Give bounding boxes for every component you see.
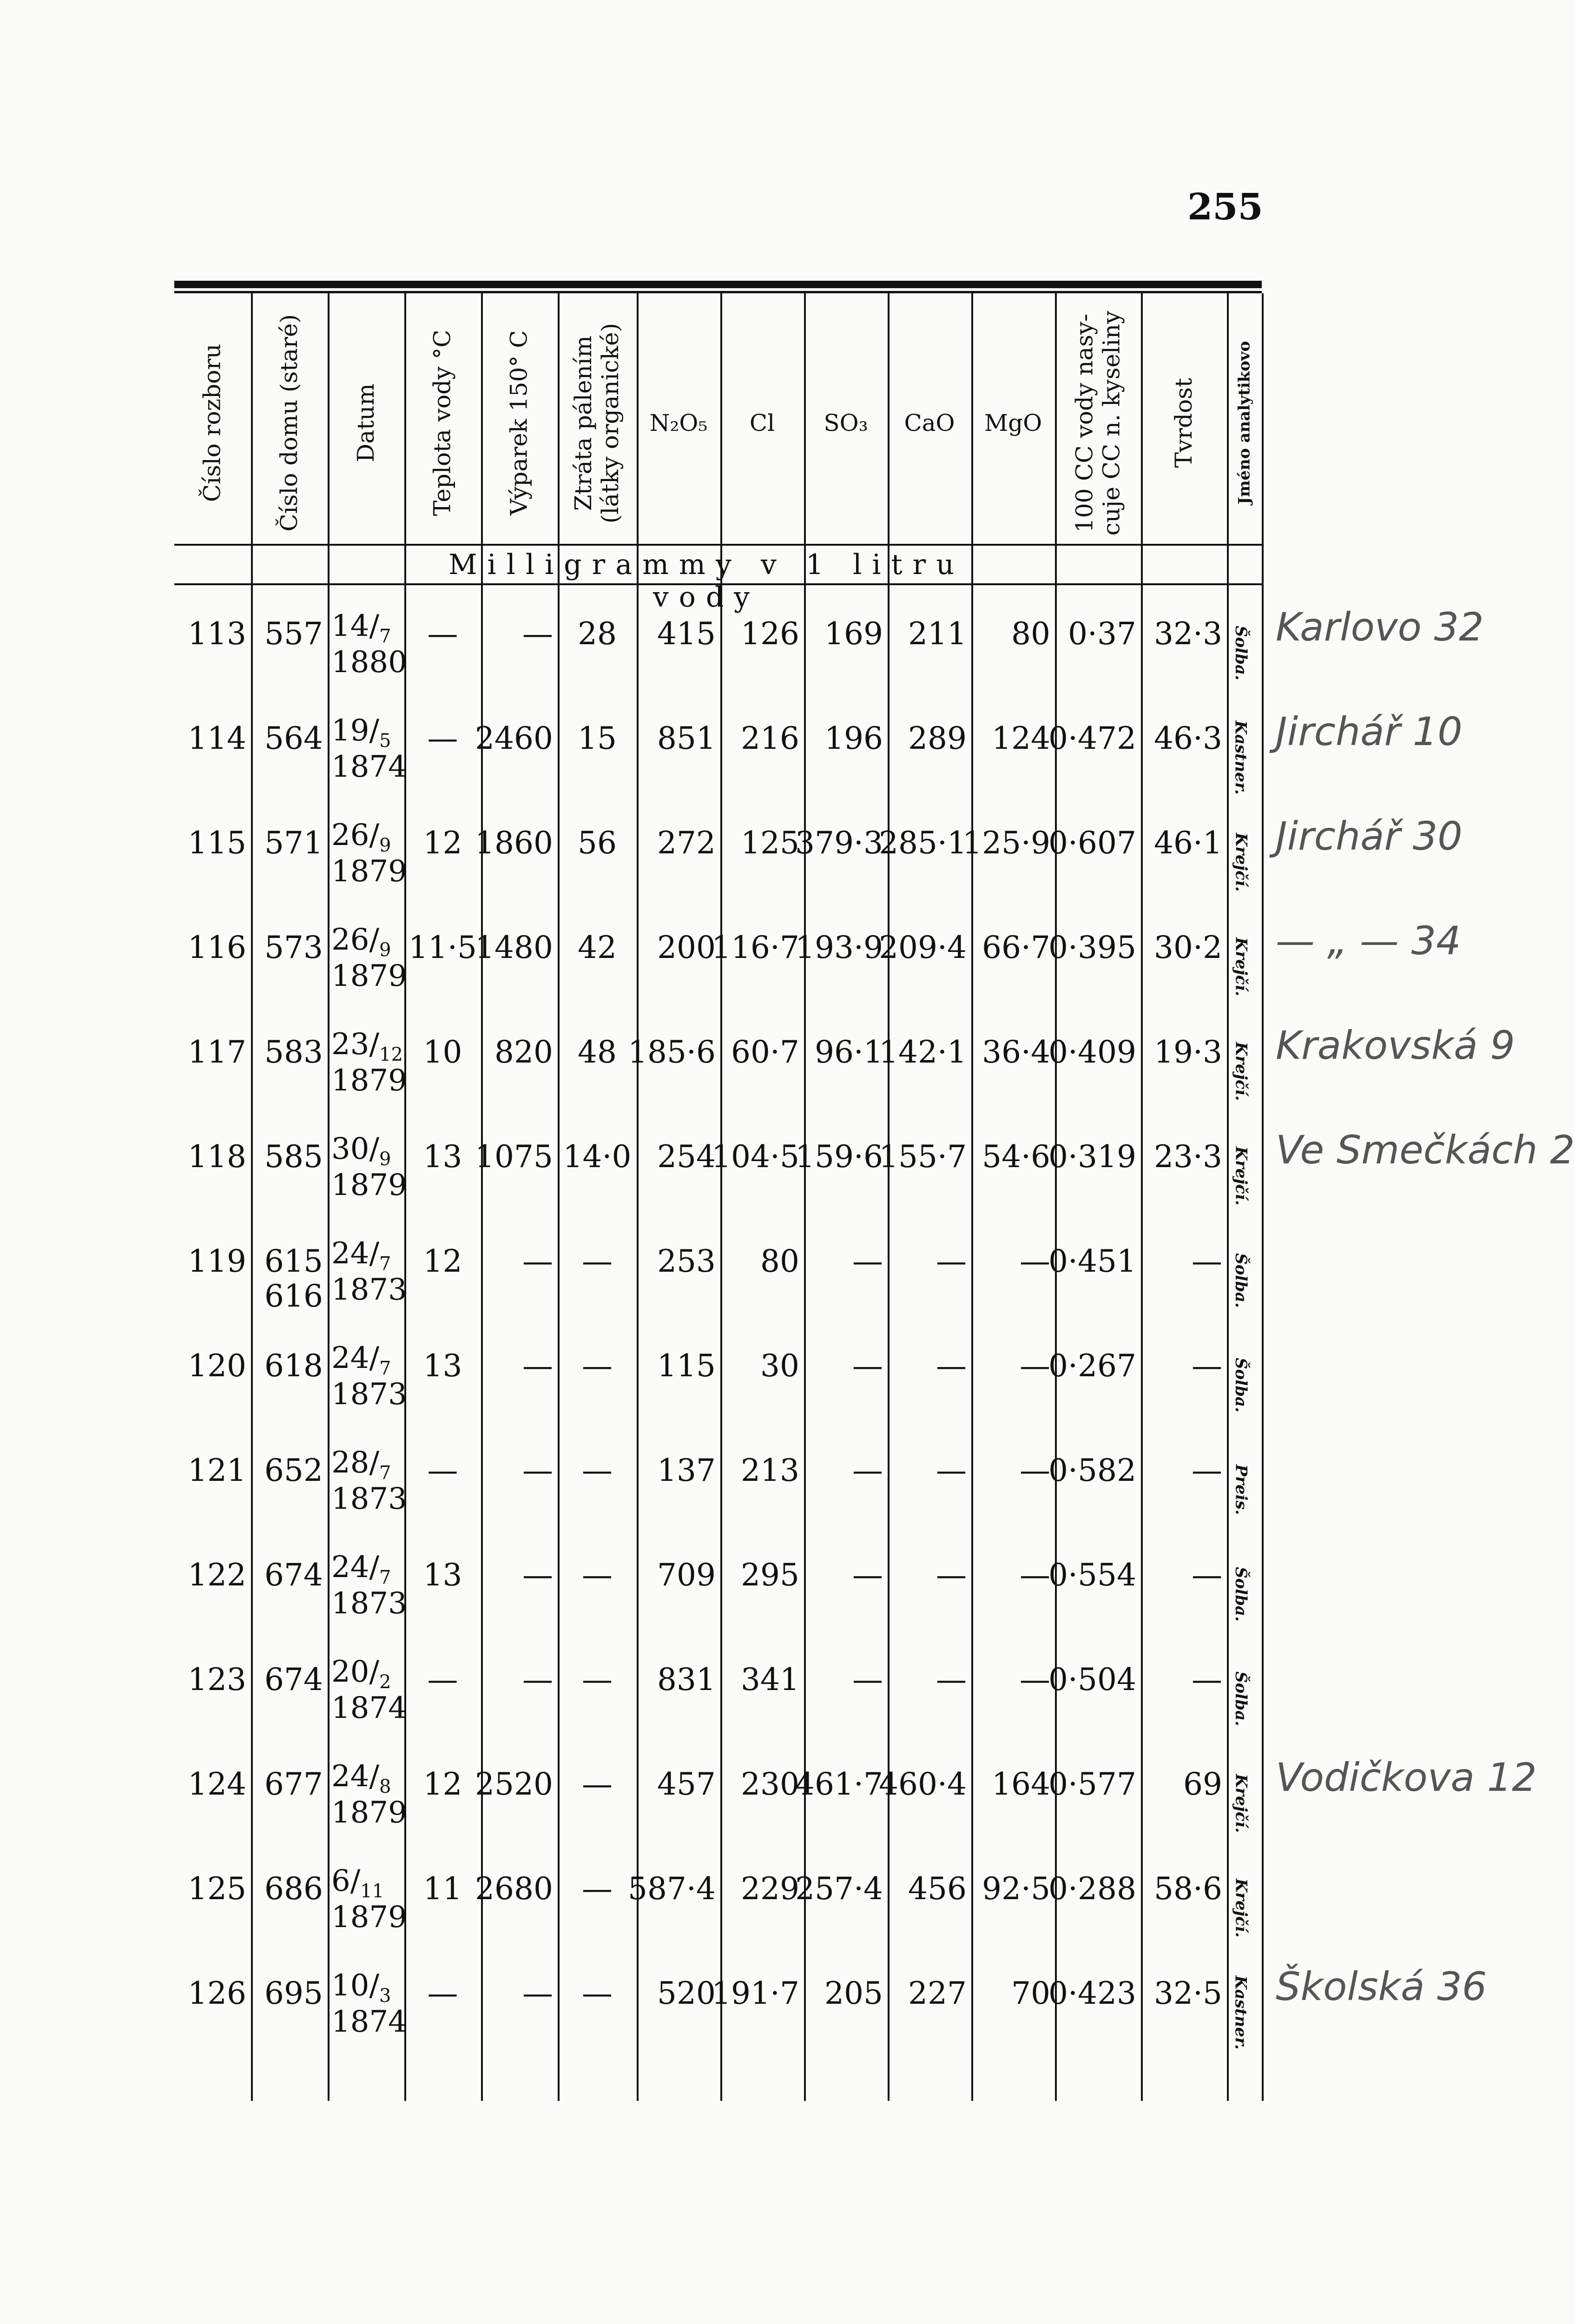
cell-mgo: 66·7 [982, 930, 1050, 965]
cell-house: 564 [264, 720, 323, 756]
cell-name: Krejčí. [1232, 1146, 1251, 1206]
cell-mgo: 70 [1011, 1975, 1050, 2011]
cell-kys: 0·451 [1048, 1243, 1136, 1279]
cell-name: Preis. [1232, 1464, 1251, 1515]
cell-kys: 0·472 [1048, 720, 1136, 756]
cell-date: $24/_7$ 1873 [331, 1341, 407, 1412]
cell-name: Šolba. [1232, 1671, 1251, 1726]
cell-mgo: — [1020, 1557, 1050, 1593]
cell-so3: — [852, 1557, 883, 1593]
cell-cao: 227 [908, 1975, 967, 2011]
cell-so3: 159·6 [795, 1139, 883, 1175]
cell-mgo: 36·4 [982, 1034, 1050, 1070]
cell-n2o5: 709 [657, 1557, 716, 1593]
cell-date: $24/_7$ 1873 [331, 1550, 407, 1621]
table-row [174, 1959, 1487, 2064]
cell-ztr: — [582, 1243, 613, 1279]
cell-name: Šolba. [1232, 1253, 1251, 1308]
top-rule-thin [174, 291, 1262, 293]
cell-date: $30/_9$ 1879 [331, 1132, 407, 1202]
cell-date: $24/_8$ 1879 [331, 1759, 407, 1830]
cell-cao: 142·1 [879, 1034, 967, 1070]
cell-so3: 193·9 [795, 930, 883, 965]
cell-tvr: 19·3 [1154, 1034, 1222, 1070]
cell-tvr: 23·3 [1154, 1139, 1222, 1175]
cell-tvr: — [1192, 1662, 1222, 1697]
cell-temp: 10 [423, 1034, 462, 1070]
cell-temp: — [427, 616, 458, 652]
cell-tvr: 30·2 [1154, 930, 1222, 965]
header-vyparek: Výparek 150° C [505, 330, 533, 516]
cell-n2o5: 457 [657, 1766, 716, 1802]
cell-tvr: 32·3 [1154, 616, 1222, 652]
cell-name: Krejčí. [1232, 937, 1251, 997]
header-ztrata: Ztráta pálením (látky organické) [570, 323, 624, 523]
cell-so3: 196 [824, 720, 883, 756]
cell-kys: 0·288 [1048, 1871, 1136, 1907]
cell-n2o5: 831 [657, 1662, 716, 1697]
cell-so3: 169 [824, 616, 883, 652]
cell-name: Krejčí. [1232, 1042, 1251, 1101]
cell-cl: 126 [741, 616, 799, 652]
cell-mgo: 54·6 [982, 1139, 1050, 1175]
cell-kys: 0·423 [1048, 1975, 1136, 2011]
cell-no: 124 [188, 1766, 246, 1802]
table-row [174, 1227, 1262, 1332]
cell-kys: 0·607 [1048, 825, 1136, 861]
cell-house: 585 [264, 1139, 323, 1175]
table-row [174, 1855, 1262, 1959]
cell-vyp: — [522, 1975, 553, 2011]
handwritten-annotation: Karlovo 32 [1276, 604, 1484, 650]
cell-so3: 379·3 [795, 825, 883, 861]
cell-ztr: — [582, 1452, 613, 1488]
cell-date: $19/_5$ 1874 [331, 713, 407, 784]
table-row [174, 1541, 1262, 1645]
cell-n2o5: 115 [657, 1348, 716, 1384]
cell-mgo: — [1020, 1452, 1050, 1488]
header-rule [174, 544, 1262, 546]
cell-name: Krejčí. [1232, 1878, 1251, 1938]
cell-vyp: — [522, 1662, 553, 1697]
cell-vyp: 2680 [475, 1871, 553, 1907]
cell-cao: 460·4 [879, 1766, 967, 1802]
cell-ztr: 28 [578, 616, 617, 652]
cell-cl: 341 [741, 1662, 799, 1697]
cell-ztr: — [582, 1348, 613, 1384]
header-so3: SO₃ [824, 409, 868, 436]
cell-ztr: — [582, 1662, 613, 1697]
cell-house: 573 [264, 930, 323, 965]
cell-cl: 213 [741, 1452, 799, 1488]
cell-n2o5: 253 [657, 1243, 716, 1279]
cell-n2o5: 587·4 [628, 1871, 716, 1907]
cell-cao: 456 [908, 1871, 967, 1907]
cell-cao: 211 [908, 616, 967, 652]
handwritten-annotation: Školská 36 [1276, 1964, 1487, 2009]
cell-no: 125 [188, 1871, 246, 1907]
cell-ztr: — [582, 1557, 613, 1593]
table-row [174, 1645, 1262, 1750]
cell-mgo: 92·5 [982, 1871, 1050, 1907]
cell-so3: — [852, 1452, 883, 1488]
table-row [174, 1018, 1515, 1122]
cell-kys: 0·582 [1048, 1452, 1136, 1488]
table-row [174, 1122, 1575, 1227]
cell-no: 123 [188, 1662, 246, 1697]
cell-so3: 205 [824, 1975, 883, 2011]
cell-cao: — [936, 1662, 967, 1697]
cell-tvr: 46·3 [1154, 720, 1222, 756]
cell-temp: 13 [423, 1139, 462, 1175]
cell-tvr: — [1192, 1348, 1222, 1384]
handwritten-annotation: Jirchář 30 [1276, 813, 1463, 859]
cell-name: Kastner. [1232, 1975, 1251, 2050]
header-jmeno: Jméno analytikovo [1234, 341, 1253, 505]
cell-vyp: 820 [494, 1034, 553, 1070]
cell-ztr: 14·0 [563, 1139, 632, 1175]
cell-cl: 60·7 [731, 1034, 799, 1070]
cell-no: 120 [188, 1348, 246, 1384]
cell-tvr: — [1192, 1557, 1222, 1593]
cell-n2o5: 415 [657, 616, 716, 652]
table-row [174, 809, 1463, 913]
cell-name: Krejčí. [1232, 832, 1251, 892]
cell-mgo: — [1020, 1662, 1050, 1697]
cell-date: $10/_3$ 1874 [331, 1968, 407, 2039]
cell-tvr: — [1192, 1243, 1222, 1279]
top-rule [174, 281, 1262, 288]
cell-temp: — [427, 720, 458, 756]
cell-ztr: — [582, 1766, 613, 1802]
cell-n2o5: 137 [657, 1452, 716, 1488]
cell-kys: 0·504 [1048, 1662, 1136, 1697]
cell-n2o5: 200 [657, 930, 716, 965]
unit-band: Milligrammy v 1 litru vody [448, 548, 964, 614]
cell-house: 652 [264, 1452, 323, 1488]
cell-cl: 80 [760, 1243, 799, 1279]
cell-cl: 125 [741, 825, 799, 861]
cell-vyp: 1860 [475, 825, 553, 861]
cell-vyp: — [522, 1452, 553, 1488]
cell-cl: 230 [741, 1766, 799, 1802]
cell-date: $20/_2$ 1874 [331, 1655, 407, 1725]
cell-vyp: 1480 [475, 930, 553, 965]
cell-house: 615 616 [264, 1243, 323, 1314]
cell-tvr: 32·5 [1154, 1975, 1222, 2011]
cell-temp: — [427, 1975, 458, 2011]
cell-tvr: 69 [1183, 1766, 1222, 1802]
header-tvrdost: Tvrdost [1170, 378, 1197, 468]
cell-kys: 0·554 [1048, 1557, 1136, 1593]
table-row [174, 600, 1484, 704]
cell-kys: 0·395 [1048, 930, 1136, 965]
cell-temp: 12 [423, 825, 462, 861]
cell-date: $26/_9$ 1879 [331, 923, 407, 993]
cell-date: $23/_{12}$ 1879 [331, 1027, 407, 1098]
cell-ztr: 56 [578, 825, 617, 861]
column-divider [1262, 293, 1264, 2101]
cell-cl: 191·7 [712, 1975, 799, 2011]
cell-so3: — [852, 1348, 883, 1384]
cell-cl: 229 [741, 1871, 799, 1907]
cell-mgo: 80 [1011, 616, 1050, 652]
cell-no: 119 [188, 1243, 246, 1279]
cell-cl: 295 [741, 1557, 799, 1593]
cell-ztr: 15 [578, 720, 617, 756]
cell-date: $24/_7$ 1873 [331, 1236, 407, 1307]
cell-no: 126 [188, 1975, 246, 2011]
cell-tvr: — [1192, 1452, 1222, 1488]
cell-date: $6/_{11}$ 1879 [331, 1864, 407, 1934]
cell-so3: — [852, 1662, 883, 1697]
handwritten-annotation: Vodičkova 12 [1276, 1755, 1537, 1800]
cell-name: Kastner. [1232, 720, 1251, 795]
cell-house: 557 [264, 616, 323, 652]
cell-temp: — [427, 1452, 458, 1488]
cell-temp: 13 [423, 1348, 462, 1384]
cell-cao: — [936, 1243, 967, 1279]
cell-temp: — [427, 1662, 458, 1697]
cell-no: 121 [188, 1452, 246, 1488]
cell-vyp: — [522, 616, 553, 652]
table-row [174, 704, 1463, 809]
cell-mgo: 124 [992, 720, 1050, 756]
handwritten-annotation: — „ — 34 [1276, 918, 1461, 964]
cell-house: 583 [264, 1034, 323, 1070]
header-cislo-domu: Číslo domu (staré) [275, 314, 303, 532]
cell-house: 674 [264, 1557, 323, 1593]
cell-n2o5: 520 [657, 1975, 716, 2011]
cell-cl: 116·7 [712, 930, 799, 965]
cell-house: 618 [264, 1348, 323, 1384]
cell-date: $28/_7$ 1873 [331, 1446, 407, 1516]
cell-so3: 257·4 [795, 1871, 883, 1907]
header-datum: Datum [352, 383, 379, 462]
cell-no: 118 [188, 1139, 246, 1175]
cell-tvr: 46·1 [1154, 825, 1222, 861]
cell-temp: 13 [423, 1557, 462, 1593]
cell-temp: 11 [423, 1871, 462, 1907]
cell-temp: 11·5 [409, 930, 477, 965]
cell-house: 674 [264, 1662, 323, 1697]
cell-name: Šolba. [1232, 626, 1251, 680]
header-cl: Cl [749, 409, 775, 436]
cell-date: $26/_9$ 1879 [331, 818, 407, 889]
cell-house: 686 [264, 1871, 323, 1907]
cell-mgo: 164 [992, 1766, 1050, 1802]
page-number: 255 [1187, 186, 1263, 228]
cell-name: Krejčí. [1232, 1774, 1251, 1833]
cell-mgo: 125·9 [962, 825, 1050, 861]
cell-cl: 30 [760, 1348, 799, 1384]
cell-so3: 461·7 [795, 1766, 883, 1802]
handwritten-annotation: Krakovská 9 [1276, 1023, 1515, 1068]
cell-cao: — [936, 1348, 967, 1384]
header-kyseliny: 100 CC vody nasy- cuje CC n. kyseliny [1071, 310, 1125, 535]
table-row [174, 1436, 1262, 1541]
cell-no: 122 [188, 1557, 246, 1593]
cell-cao: — [936, 1452, 967, 1488]
cell-name: Šolba. [1232, 1567, 1251, 1622]
cell-n2o5: 254 [657, 1139, 716, 1175]
header-teplota: Teplota vody °C [428, 330, 456, 516]
cell-cao: 155·7 [879, 1139, 967, 1175]
cell-vyp: — [522, 1557, 553, 1593]
cell-vyp: 2520 [475, 1766, 553, 1802]
cell-kys: 0·37 [1068, 616, 1136, 652]
cell-so3: 96·1 [815, 1034, 883, 1070]
cell-ztr: — [582, 1975, 613, 2011]
cell-no: 113 [188, 616, 246, 652]
cell-kys: 0·577 [1048, 1766, 1136, 1802]
cell-house: 571 [264, 825, 323, 861]
cell-vyp: 1075 [475, 1139, 553, 1175]
cell-cao: 289 [908, 720, 967, 756]
cell-vyp: — [522, 1243, 553, 1279]
handwritten-annotation: Ve Smečkách 2 [1276, 1127, 1575, 1173]
cell-kys: 0·319 [1048, 1139, 1136, 1175]
cell-house: 695 [264, 1975, 323, 2011]
cell-cao: 209·4 [879, 930, 967, 965]
cell-tvr: 58·6 [1154, 1871, 1222, 1907]
cell-date: $14/_7$ 1880 [331, 609, 407, 680]
header-mgo: MgO [984, 409, 1042, 436]
cell-cao: 285·1 [879, 825, 967, 861]
cell-ztr: 42 [578, 930, 617, 965]
cell-n2o5: 851 [657, 720, 716, 756]
cell-mgo: — [1020, 1243, 1050, 1279]
cell-no: 117 [188, 1034, 246, 1070]
cell-n2o5: 185·6 [628, 1034, 716, 1070]
table-row [174, 1750, 1537, 1855]
header-n2o5: N₂O₅ [649, 409, 708, 436]
table-row [174, 1332, 1262, 1436]
cell-no: 114 [188, 720, 246, 756]
cell-mgo: — [1020, 1348, 1050, 1384]
handwritten-annotation: Jirchář 10 [1276, 709, 1463, 754]
cell-so3: — [852, 1243, 883, 1279]
cell-no: 115 [188, 825, 246, 861]
cell-ztr: — [582, 1871, 613, 1907]
cell-cl: 216 [741, 720, 799, 756]
cell-temp: 12 [423, 1243, 462, 1279]
cell-vyp: — [522, 1348, 553, 1384]
header-cislo-rozboru: Číslo rozboru [198, 343, 226, 502]
cell-no: 116 [188, 930, 246, 965]
table-row [174, 913, 1461, 1018]
cell-cao: — [936, 1557, 967, 1593]
cell-kys: 0·409 [1048, 1034, 1136, 1070]
cell-name: Šolba. [1232, 1358, 1251, 1413]
cell-vyp: 2460 [475, 720, 553, 756]
cell-cl: 104·5 [712, 1139, 799, 1175]
cell-kys: 0·267 [1048, 1348, 1136, 1384]
cell-temp: 12 [423, 1766, 462, 1802]
cell-ztr: 48 [578, 1034, 617, 1070]
header-cao: CaO [904, 409, 955, 436]
cell-n2o5: 272 [657, 825, 716, 861]
cell-house: 677 [264, 1766, 323, 1802]
